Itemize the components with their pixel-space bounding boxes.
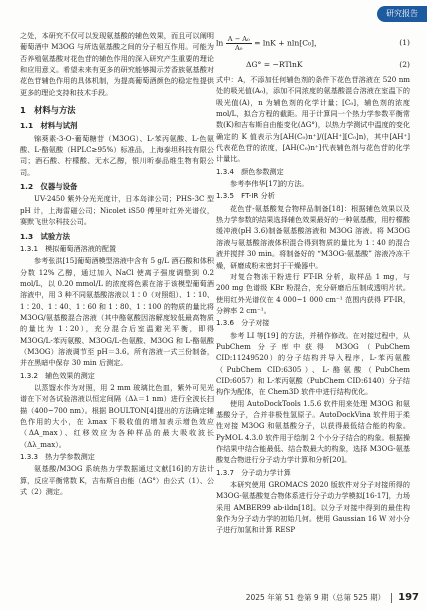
equation-1-fraction xyxy=(226,35,252,52)
equation-1-rhs: = lnK + nln[C₀]， xyxy=(254,38,322,47)
equation-2-number: (2) xyxy=(399,60,410,70)
paragraph-md: 本研究使用 GROMACS 2020 版软件对分子对接所得的 M3OG-氨基酸复合物体系进行分子动力学模拟[16-17]，力场采用 AMBER99 ab-ildn[18]。以分子对接中得到的最佳构象作为分子动力学的初始几何。使用 Gaussian 16 W 对小分子进行加氢和计算 RESP xyxy=(216,480,410,535)
heading-md: 1.3.7 分子动力学计算 xyxy=(216,467,291,477)
paragraph-ftir-analysis: 对复合物冻干粉进行 FT-IR 分析，取样品 1 mg，与 200 mg 色谱级 KBr 粉混合，充分研磨后压制成透明片状。使用红外光谱仪在 4 000~1 000 cm⁻¹ 范围内获得 FT-IR，分辨率 2 cm⁻¹。 xyxy=(216,271,410,315)
section-badge: 研究报告 xyxy=(377,6,427,22)
paragraph-thermodynamics: 氨基酸/M3OG 系统热力学数据通过文献[16]的方法计算，反应平衡常数 K，吉布斯自由能（ΔG°）由公式（1）、公式（2）测定。 xyxy=(20,464,214,497)
page-footer xyxy=(246,592,419,603)
issue-info: 2025 年第 51 卷第 9 期（总第 525 期） xyxy=(245,593,386,602)
paragraph-docking-2: 使用 AutoDockTools 1.5.6 软件用来处理 M3OG 和氨基酸分子，合并非极性氢原子。AutoDockVina 软件用于柔性对接 M3OG 和氨基酸分子，以获得最低结合能的构象。PyMOL 4.3.0 软件用于绘制 2 个小分子结合的构象。根据操作结果中结合能最低、结合数最大的构象，选择 M3OG-氨基酸复合物进行分子动力学计算和分析[20]。 xyxy=(216,398,410,465)
paragraph-equation-notes: 式中：A，不添加任何辅色剂的条件下花色苷溶液在 520 nm 处的吸光值(A₀)，添加不同浓度的氨基酸混合溶液在室温下的吸光值(A)，n 为辅色剂的化学计量；[C₀]，辅色剂的浓度 mol/L，拟合方程的截距。用于计算同一个热力学参数平衡常数(K)和吉布斯自由能变化(ΔG°)，以热力学测试中温度的变化确定的 K 值表示为[AH(C₀)n⁺]/([AH⁺][C₀]n)，其中[AH⁺]代表花色苷的浓度，[AH(C₀)n⁺]代表辅色剂与花色苷的化学计量比。 xyxy=(216,75,410,164)
equation-1 xyxy=(216,30,410,56)
paragraph-wine-model: 参考张洪[15]葡萄酒模型溶液中含有 5 g/L 酒石酸和体积分数 12% 乙醇，通过加入 NaCl 使离子强度调整到 0.2 mol/L，以 0.20 mmol/L 的浓度将色素在溶于该模型葡萄酒溶液中，用 3 种不同氨基酸溶液以 1∶0（对照组）、1∶10、1∶20、1∶40、1∶60 和 1∶80、1∶100 的物质的量比将 M3OG/氨基酸混合溶液（其中酪氨酸因溶解度较低最高物质的量比为 1∶20），充分混合后室温避光平衡，即得 M3OG/L-苯丙氨酸、M3OG/L-色氨酸、M3OG 和 L-酪氨酸（M3OG）溶液调节至 pH＝3.6。所有溶液一式三份制备，并在黑暗中保存 30 min 后测定。 xyxy=(20,256,214,368)
equation-1-ln: ln xyxy=(216,38,224,47)
paragraph-docking-1: 参考 LI 等[19] 的方法，并稍作修改。在对接过程中，从 PubChem 分子库中获得 M3OG（PubChem CID:11249520）的分子结构并导入程序，L-苯丙氨酸（PubChem CID:6305）、L-酪氨酸（PubChem CID:6057）和 L-苯丙氨酸（PubChem CID:6140）分子结构作为配体，在 Chem3D 软件中进行结构优化。 xyxy=(216,330,410,397)
equation-1-denominator: A₀ xyxy=(234,43,243,52)
heading-docking: 1.3.6 分子对接 xyxy=(216,318,270,328)
heading-wine-model: 1.3.1 模拟葡萄酒溶液的配置 xyxy=(20,243,117,253)
paragraph-instruments: UV-2450 紫外分光光度计，日本岛津公司；PHS-3C 型 pH 计，上海雷磁公司；Nicolet iS50 傅里叶红外光谱仪，赛默飞世尔科技公司。 xyxy=(20,194,214,227)
right-column xyxy=(216,30,410,536)
page-number: 197 xyxy=(398,592,419,603)
equation-1-body xyxy=(216,35,322,52)
equation-1-number: (1) xyxy=(399,38,410,48)
paragraph-ftir-prep: 花色苷-氨基酸复合物样品制备[18]：根据辅色效果以及热力学参数的结果选择辅色效果最好的一种氨基酸，用柠檬酸缓冲液(pH 3.6)制备氨基酸溶液和 M3OG 溶液。将 M3OG 溶液与氨基酸溶液体积混合得到物质的量比为 1∶40 的混合液并搅拌 30 min。将制备好的 “M3OG-氨基酸” 溶液冷冻干燥，研磨成粉末密封于干燥器中。 xyxy=(216,203,410,270)
equation-2-body: ΔG° = −RTlnK xyxy=(246,60,303,70)
paragraph-materials: 锦葵素-3-O-葡萄糖苷（M3OG）、L-苯丙氨酸、L-色氨酸、L-酪氨酸（HPLC≥95%）标准品，上海泰坦科技有限公司；酒石酸、柠檬酸、无水乙醇，银川昕泰品维生物有限公司。 xyxy=(20,133,214,177)
heading-ftir: 1.3.5 FT-IR 分析 xyxy=(216,191,275,201)
subsection-heading-methods: 1.3 试验方法 xyxy=(20,231,71,241)
heading-copigment-effect: 1.3.2 辅色效果的测定 xyxy=(20,370,95,380)
intro-paragraph: 之处，本研究不仅可以发现氨基酸的辅色效果，而且可以阐明葡萄酒中 M3OG 与所选氨基酸之间的分子相互作用。可能为否养殖氨基酸对花色苷的辅色作用的深入研究产生重要的理论和应用意义。希望未来有更多的研究能够揭示芳香族氨基酸对花色苷辅色作用的具体机制，为提高葡萄酒颜色的稳定性提供更多的理论支持和技术手段。 xyxy=(20,31,214,97)
equation-1-numerator: A − A₀ xyxy=(227,34,250,43)
section-heading-methods: 1 材料与方法 xyxy=(20,105,76,116)
heading-color-params: 1.3.4 颜色参数测定 xyxy=(216,166,284,176)
equation-2 xyxy=(216,56,410,74)
left-column xyxy=(20,30,214,497)
subsection-heading-materials: 1.1 材料与试剂 xyxy=(20,121,78,131)
footer-divider xyxy=(391,593,392,603)
paragraph-color-params: 参考李伟华[17]的方法。 xyxy=(230,179,309,189)
subsection-heading-instruments: 1.2 仪器与设备 xyxy=(20,182,78,192)
paragraph-copigment-effect: 以蒸馏水作为对照，用 2 mm 玻璃比色皿，紫外可见光谱在下对各试验溶液以恒定间隔（Δλ＝1 nm）进行全波长扫描（400~700 nm）。根据 BOULTON[4]提出的方法确定辅色作用的大小，在 λmax 下吸收值的增加表示增色效应（ΔA_max）、红移效应为各种样品的最大吸收波长（Δλ_max）。 xyxy=(20,382,214,449)
heading-thermodynamics: 1.3.3 热力学参数测定 xyxy=(20,452,95,462)
